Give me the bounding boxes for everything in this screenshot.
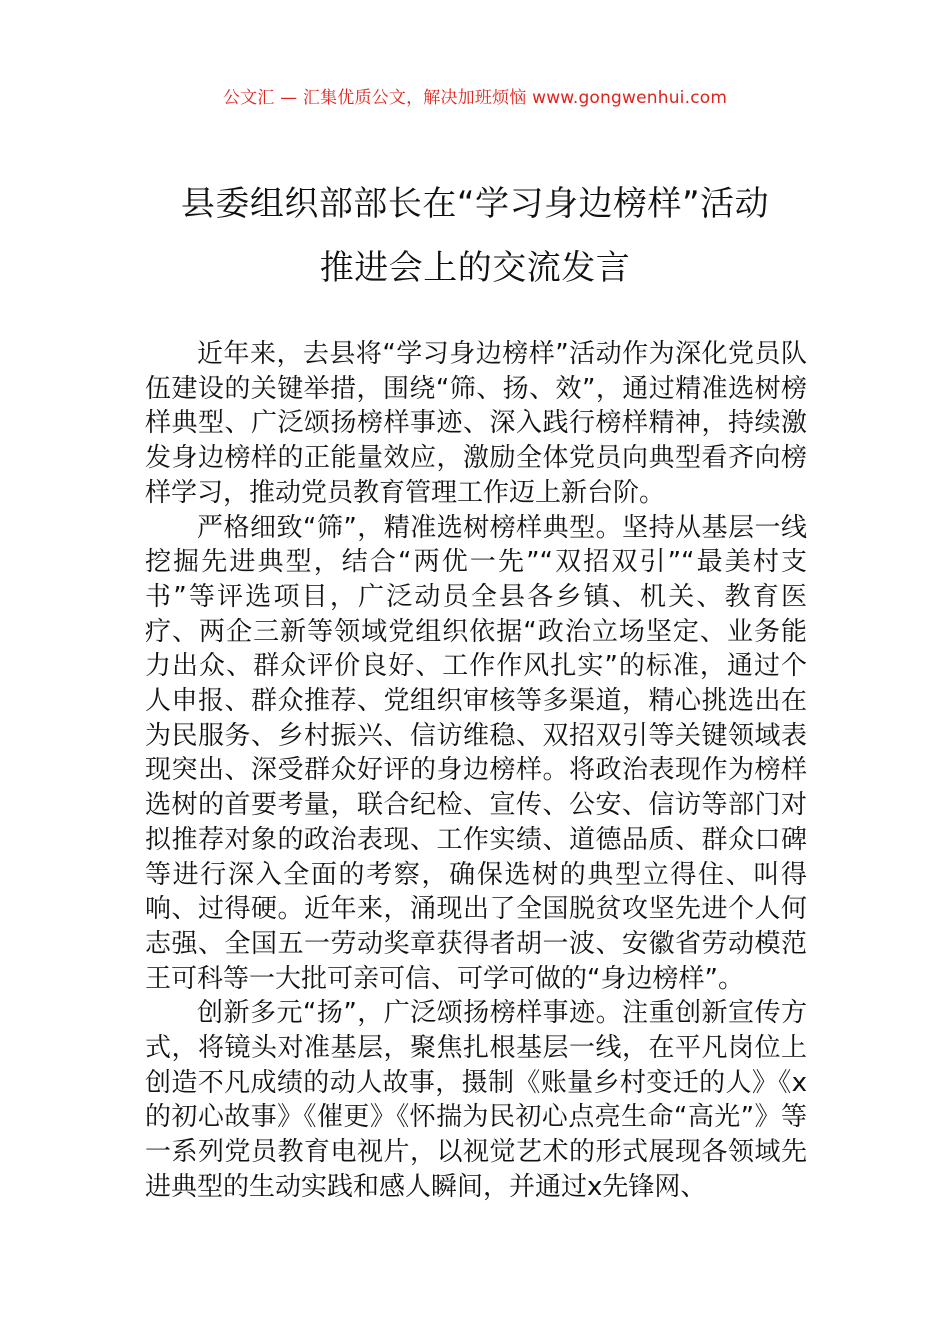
title-line-1: 县委组织部部长在“学习身边榜样”活动 (180, 184, 770, 224)
paragraph-promote: 创新多元“扬”，广泛颂扬榜样事迹。注重创新宣传方式，将镜头对准基层，聚焦扎根基层一线，在平凡岗位上创造不凡成绩的动人故事，摄制《账量乡村变迁的人》《x的初心故事》《催更》《怀揣为民初心点亮生命“高光”》等一系列党员教育电视片，以视觉艺术的形式展现各领域先进典型的生动实践和感人瞬间，并通过x先锋网、 (145, 998, 807, 1202)
paragraph-intro: 近年来，去县将“学习身边榜样”活动作为深化党员队伍建设的关键举措，围绕“筛、扬、效”，通过精准选树榜样典型、广泛颂扬榜样事迹、深入践行榜样精神，持续激发身边榜样的正能量效应，激励全体党员向典型看齐向榜样学习，推动党员教育管理工作迈上新台阶。 (145, 339, 807, 508)
document-body (145, 337, 807, 1205)
header-banner: 公文汇 — 汇集优质公文，解决加班烦恼 www.gongwenhui.com (222, 88, 728, 108)
document-title (100, 172, 850, 300)
title-line-2: 推进会上的交流发言 (319, 248, 631, 288)
paragraph-select: 严格细致“筛”，精准选树榜样典型。坚持从基层一线挖掘先进典型，结合“两优一先”“双招双引”“最美村支书”等评选项目，广泛动员全县各乡镇、机关、教育医疗、两企三新等领域党组织依据“政治立场坚定、业务能力出众、群众评价良好、工作作风扎实”的标准，通过个人申报、群众推荐、党组织审核等多渠道，精心挑选出在为民服务、乡村振兴、信访维稳、双招双引等关键领域表现突出、深受群众好评的身边榜样。将政治表现作为榜样选树的首要考量，联合纪检、宣传、公安、信访等部门对拟推荐对象的政治表现、工作实绩、道德品质、群众口碑等进行深入全面的考察，确保选树的典型立得住、叫得响、过得硬。近年来，涌现出了全国脱贫攻坚先进个人何志强、全国五一劳动奖章获得者胡一波、安徽省劳动模范王可科等一大批可亲可信、可学可做的“身边榜样”。 (145, 512, 807, 994)
